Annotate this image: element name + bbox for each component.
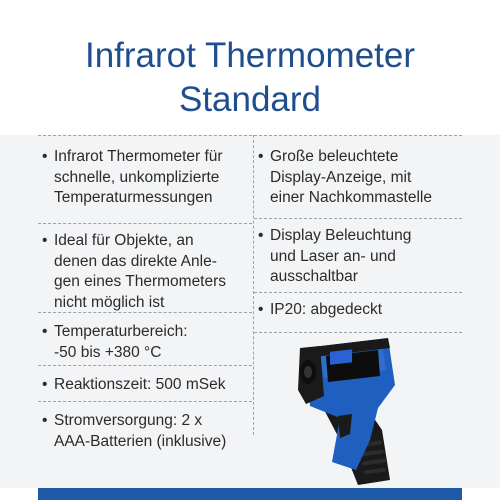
list-item — [38, 135, 252, 223]
bullet: • — [42, 376, 48, 393]
infrared-thermometer-image — [270, 330, 470, 485]
feature-text: Stromversorgung: 2 x AAA-Batterien (inklusive) — [54, 412, 227, 450]
feature-text: Infrarot Thermometer für schnelle, unkomplizierte Temperaturmessungen — [54, 148, 223, 206]
list-item — [38, 401, 252, 461]
feature-text: IP20: abgedeckt — [270, 301, 383, 318]
list-item — [38, 365, 252, 401]
list-item — [38, 223, 252, 324]
bullet: • — [258, 227, 264, 244]
title-line-1: Infrarot Thermometer — [84, 36, 416, 75]
bullet: • — [42, 148, 48, 165]
bullet: • — [258, 148, 264, 165]
bullet: • — [258, 301, 264, 318]
feature-text: Reaktionszeit: 500 mSek — [54, 376, 226, 393]
list-item — [38, 312, 252, 365]
bullet: • — [42, 232, 48, 249]
accent-bar — [38, 488, 462, 500]
list-item — [254, 135, 462, 218]
feature-text: Display Beleuchtung und Laser an- und ausschaltbar — [270, 227, 412, 285]
list-item — [254, 292, 462, 332]
feature-text: Ideal für Objekte, an denen das direkte Anle- gen eines Thermometers nicht möglich ist — [54, 232, 227, 311]
bullet: • — [42, 323, 48, 340]
page-title — [0, 34, 500, 122]
list-item — [254, 218, 462, 292]
feature-text: Temperaturbereich: -50 bis +380 °C — [54, 323, 188, 361]
bullet: • — [42, 412, 48, 429]
feature-text: Große beleuchtete Display-Anzeige, mit einer Nachkommastelle — [270, 148, 432, 206]
title-line-2: Standard — [178, 80, 322, 119]
header — [0, 0, 500, 135]
